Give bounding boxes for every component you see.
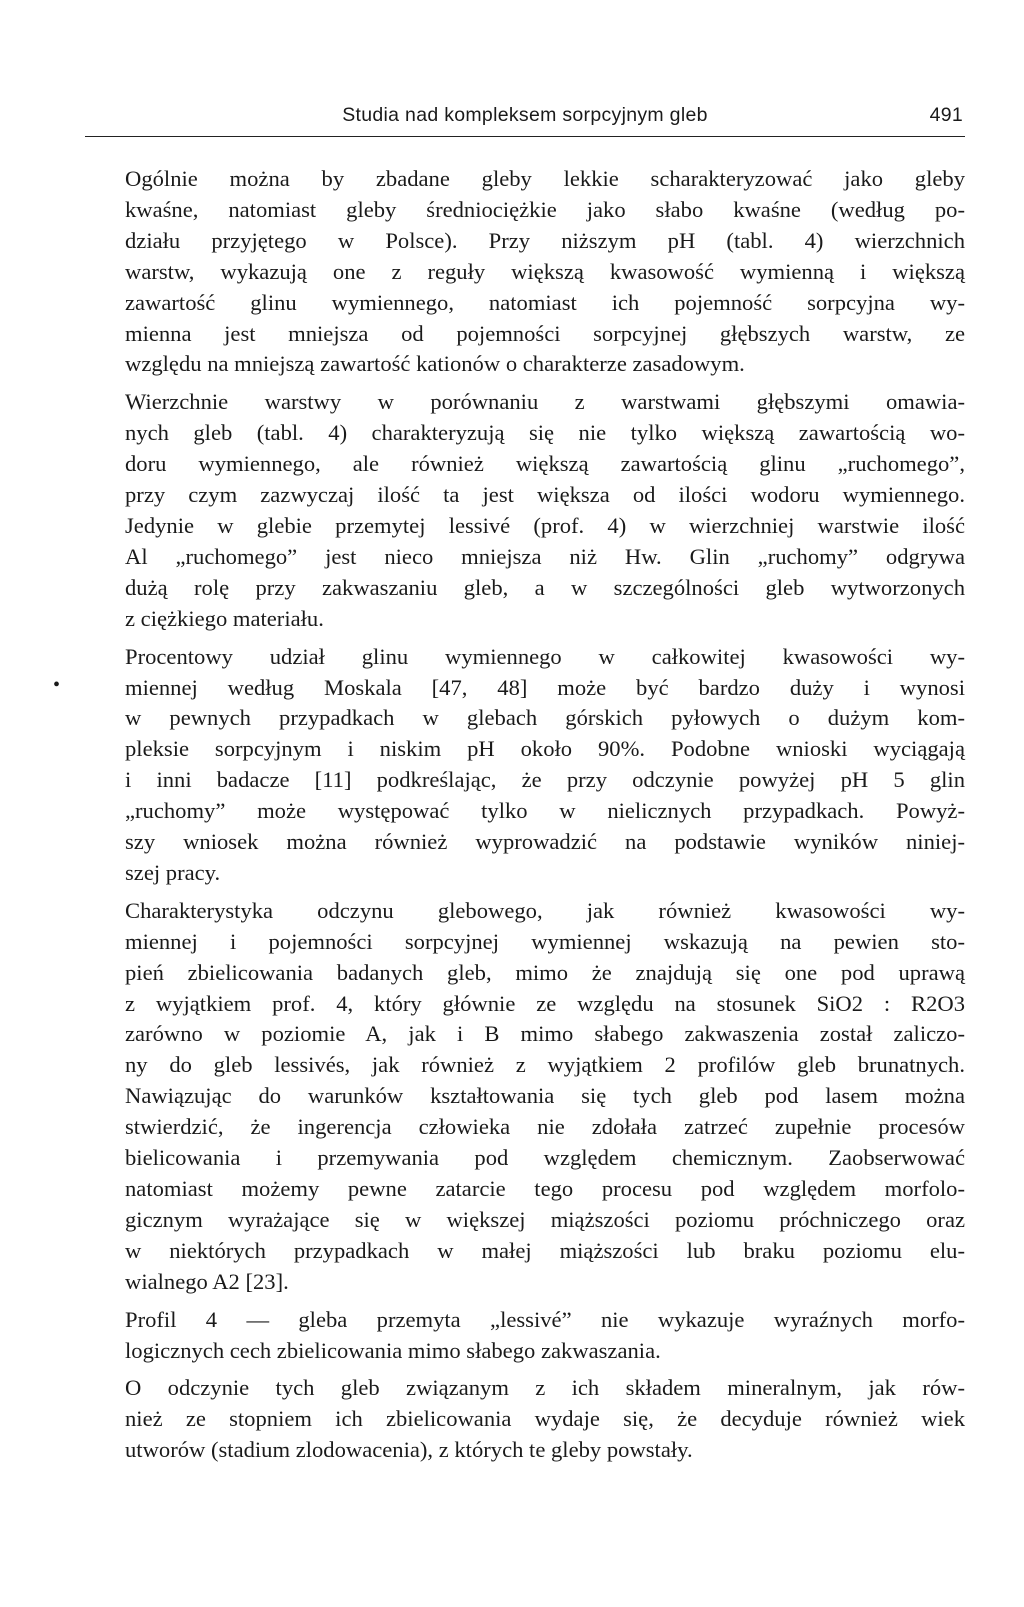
text-line: miennej i pojemności sorpcyjnej wymiennej wskazują na pewien sto- — [125, 928, 965, 954]
text-line: nych gleb (tabl. 4) charakteryzują się nie tylko większą zawartością wo- — [125, 420, 965, 446]
text-line: Jedynie w glebie przemytej lessivé (prof. 4) w wierzchniej warstwie ilość — [125, 512, 965, 538]
text-line: w pewnych przypadkach w glebach górskich pyłowych o dużym kom- — [125, 705, 965, 731]
text-line: mienna jest mniejsza od pojemności sorpcyjnej głębszych warstw, ze — [125, 320, 965, 346]
paragraph — [85, 896, 965, 1298]
text-line: stwierdzić, że ingerencja człowieka nie zdołała zatrzeć zupełnie procesów — [125, 1114, 965, 1140]
running-header — [85, 96, 965, 137]
body-text — [85, 164, 965, 1466]
page-number: 491 — [929, 104, 963, 126]
text-line: O odczynie tych gleb związanym z ich składem mineralnym, jak rów- — [125, 1375, 965, 1401]
running-title: Studia nad kompleksem sorpcyjnym gleb — [342, 104, 708, 126]
text-line: dużą rolę przy zakwaszaniu gleb, a w szczególności gleb wytworzonych — [125, 574, 965, 600]
text-line: względu na mniejszą zawartość kationów o charakterze zasadowym. — [125, 351, 745, 377]
paragraph — [85, 1373, 965, 1466]
text-line: ny do gleb lessivés, jak również z wyjątkiem 2 profilów gleb brunatnych. — [125, 1052, 965, 1078]
text-line: Procentowy udział glinu wymiennego w całkowitej kwasowości wy- — [125, 643, 965, 669]
text-line: Charakterystyka odczynu glebowego, jak również kwasowości wy- — [125, 897, 965, 923]
text-line: pleksie sorpcyjnym i niskim pH około 90%. Podobne wnioski wyciągają — [125, 736, 965, 762]
text-line: warstw, wykazują one z reguły większą kwasowość wymienną i większą — [125, 258, 965, 284]
text-line: działu przyjętego w Polsce). Przy niższym pH (tabl. 4) wierzchnich — [125, 227, 965, 253]
text-line: logicznych cech zbielicowania mimo słabego zakwaszania. — [125, 1337, 661, 1363]
text-line: z ciężkiego materiału. — [125, 605, 324, 631]
text-line: zawartość glinu wymiennego, natomiast ich pojemność sorpcyjna wy- — [125, 289, 965, 315]
text-line: kwaśne, natomiast gleby średniociężkie jako słabo kwaśne (według po- — [125, 196, 965, 222]
text-line: doru wymiennego, ale również większą zawartością glinu „ruchomego”, — [125, 451, 965, 477]
text-line: utworów (stadium zlodowacenia), z których te gleby powstały. — [125, 1437, 693, 1463]
text-line: szy wniosek można również wyprowadzić na podstawie wyników niniej- — [125, 829, 965, 855]
text-line: pień zbielicowania badanych gleb, mimo że znajdują się one pod uprawą — [125, 959, 965, 985]
text-line: bielicowania i przemywania pod względem chemicznym. Zaobserwować — [125, 1145, 965, 1171]
text-line: „ruchomy” może występować tylko w nielicznych przypadkach. Powyż- — [125, 798, 965, 824]
text-line: szej pracy. — [125, 859, 221, 885]
text-line: Wierzchnie warstwy w porównaniu z warstwami głębszymi omawia- — [125, 389, 965, 415]
paragraph — [85, 642, 965, 889]
paragraph — [85, 1305, 965, 1367]
text-line: Ogólnie można by zbadane gleby lekkie scharakteryzować jako gleby — [125, 166, 965, 191]
text-line: gicznym wyrażające się w większej miąższości poziomu próchniczego oraz — [125, 1206, 965, 1232]
text-line: Nawiązując do warunków kształtowania się tych gleb pod lasem można — [125, 1083, 965, 1109]
text-line: nież ze stopniem ich zbielicowania wydaje się, że decyduje również wiek — [125, 1406, 965, 1432]
text-line: Profil 4 — gleba przemyta „lessivé” nie wykazuje wyraźnych morfo- — [125, 1306, 965, 1332]
text-line: i inni badacze [11] podkreślając, że przy odczynie powyżej pH 5 glin — [125, 767, 965, 793]
text-line: zarówno w poziomie A, jak i B mimo słabego zakwaszenia został zaliczo- — [125, 1021, 965, 1047]
text-line: przy czym zazwyczaj ilość ta jest większa od ilości wodoru wymiennego. — [125, 482, 965, 508]
text-line: miennej według Moskala [47, 48] może być bardzo duży i wynosi — [125, 674, 965, 700]
text-line: wialnego A2 [23]. — [125, 1268, 289, 1294]
paragraph — [85, 387, 965, 634]
paragraph — [85, 164, 965, 380]
text-line: z wyjątkiem prof. 4, który głównie ze względu na stosunek SiO2 : R2O3 — [125, 990, 965, 1016]
text-line: w niektórych przypadkach w małej miąższości lub braku poziomu elu- — [125, 1237, 965, 1263]
margin-mark: • — [53, 674, 61, 696]
text-line: natomiast możemy pewne zatarcie tego procesu pod względem morfolo- — [125, 1176, 965, 1201]
text-line: Al „ruchomego” jest nieco mniejsza niż Hw. Glin „ruchomy” odgrywa — [125, 543, 965, 569]
